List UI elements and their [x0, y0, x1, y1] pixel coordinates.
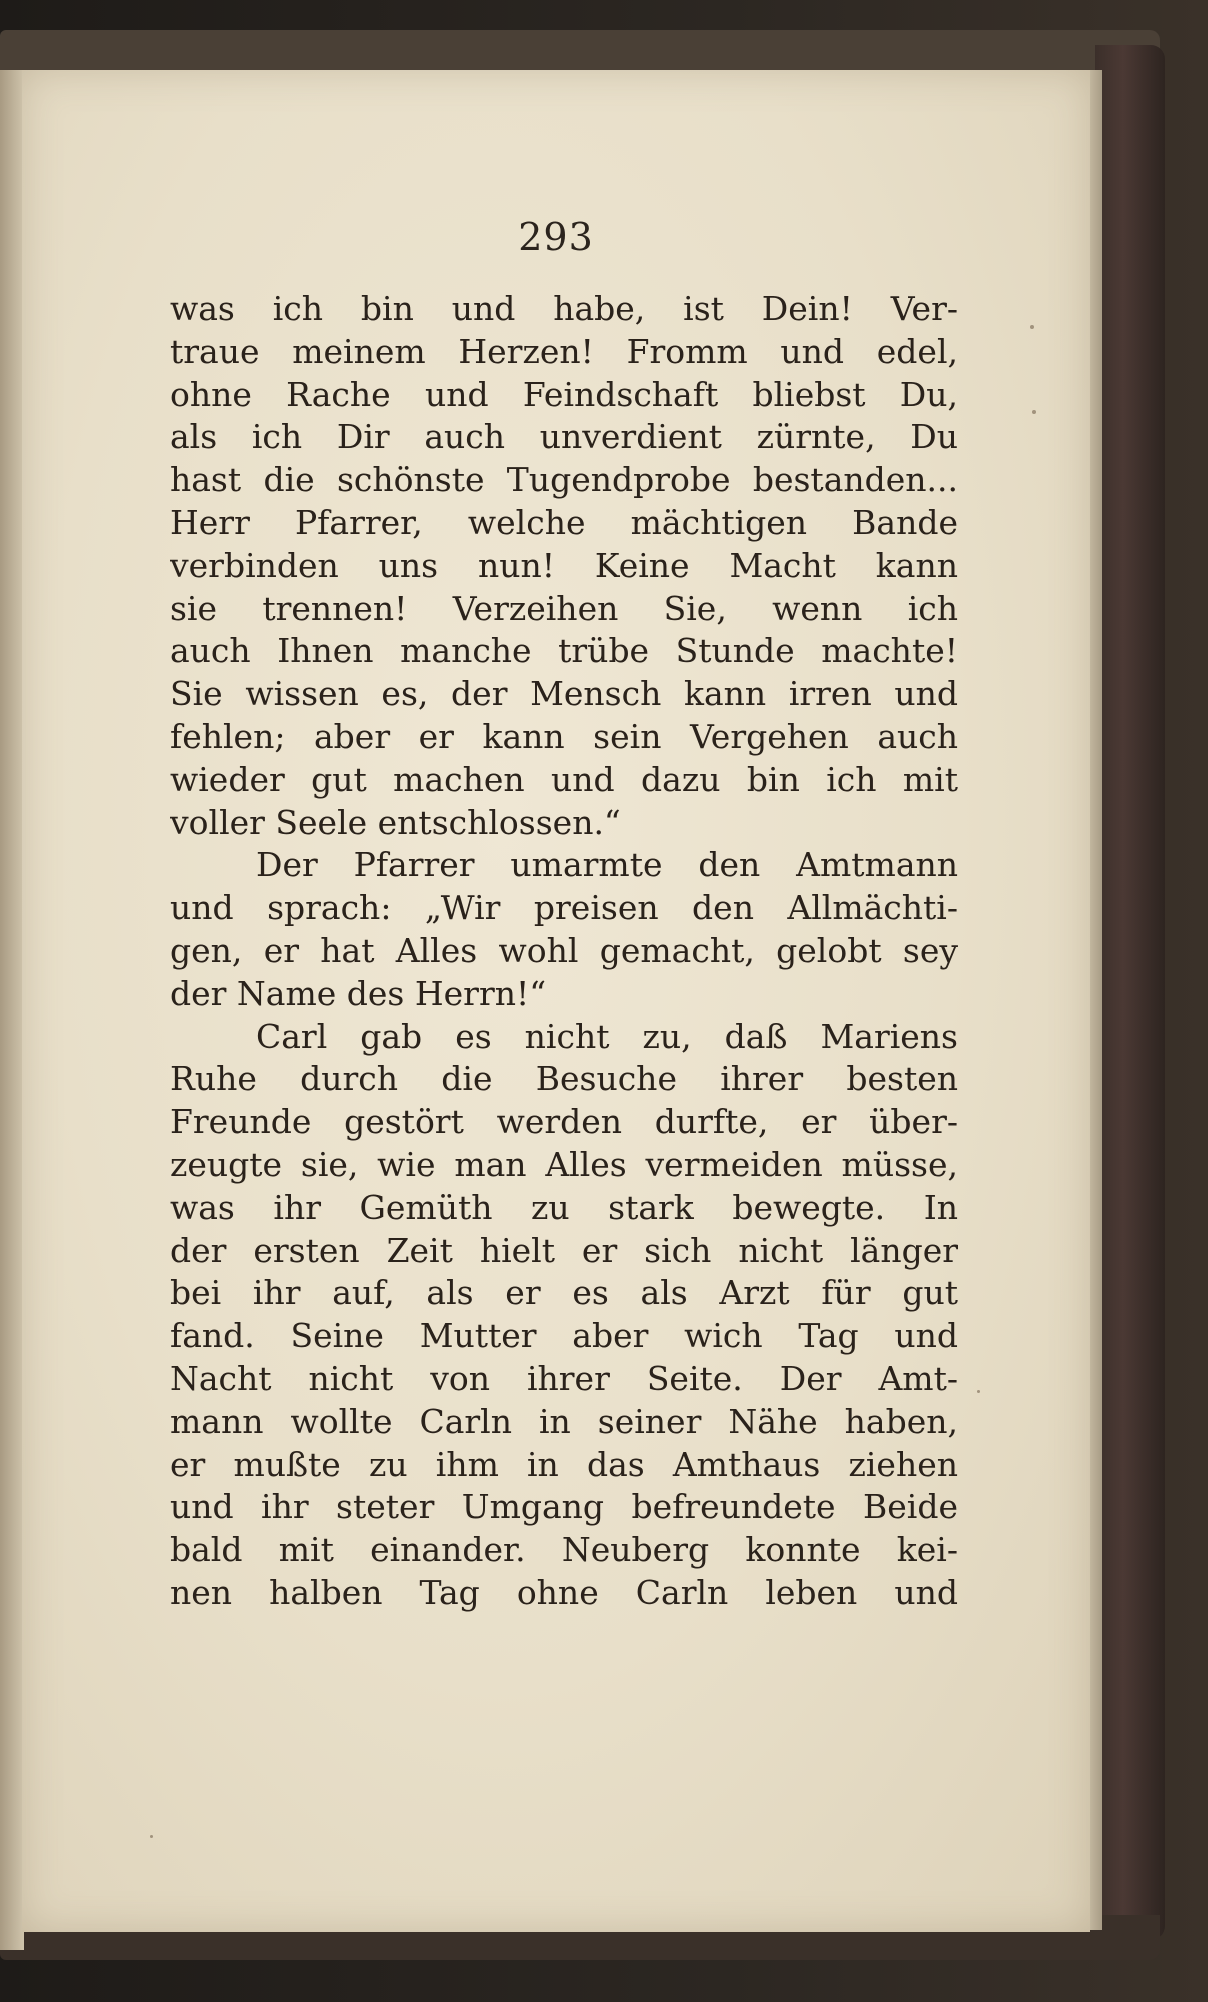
book-cover-top — [0, 30, 1160, 75]
text-line: Nacht nicht von ihrer Seite. Der Amt- — [170, 1358, 958, 1398]
text-line: zeugte sie, wie man Alles vermeiden müsse, — [170, 1144, 958, 1184]
text-line: Sie wissen es, der Mensch kann irren und — [170, 674, 958, 714]
book-page — [22, 70, 1090, 1932]
paper-speck — [1032, 410, 1036, 414]
text-line: wieder gut machen und dazu bin ich mit — [170, 759, 958, 799]
text-line: sie trennen! Verzeihen Sie, wenn ich — [170, 588, 958, 628]
text-line: Herr Pfarrer, welche mächtigen Bande — [170, 502, 958, 542]
previous-page-edge — [0, 70, 24, 1950]
text-line: fehlen; aber er kann sein Vergehen auch — [170, 716, 958, 756]
book-spine-edge — [1095, 45, 1165, 1940]
text-line: auch Ihnen manche trübe Stunde machte! — [170, 631, 958, 671]
paper-speck — [977, 1390, 980, 1393]
text-line: bald mit einander. Neuberg konnte kei- — [170, 1530, 958, 1570]
text-line: Freunde gestört werden durfte, er über- — [170, 1102, 958, 1142]
text-line: der ersten Zeit hielt er sich nicht länger — [170, 1230, 958, 1270]
text-line: was ich bin und habe, ist Dein! Ver- — [170, 289, 958, 328]
text-line: bei ihr auf, als er es als Arzt für gut — [170, 1273, 958, 1313]
text-line: und ihr steter Umgang befreundete Beide — [170, 1487, 958, 1527]
text-line: und sprach: „Wir preisen den Allmächti- — [170, 888, 958, 928]
text-line: was ihr Gemüth zu stark bewegte. In — [170, 1187, 958, 1227]
text-line: hast die schönste Tugendprobe bestanden... — [170, 460, 958, 500]
text-line: Ruhe durch die Besuche ihrer besten — [170, 1059, 958, 1099]
text-line: er mußte zu ihm in das Amthaus ziehen — [170, 1444, 958, 1484]
text-line: mann wollte Carln in seiner Nähe haben, — [170, 1401, 958, 1441]
text-line: als ich Dir auch unverdient zürnte, Du — [170, 417, 958, 457]
text-line: ohne Rache und Feindschaft bliebst Du, — [170, 374, 958, 414]
text-line: fand. Seine Mutter aber wich Tag und — [170, 1316, 958, 1356]
paper-speck — [1030, 325, 1034, 329]
paper-speck — [150, 1835, 153, 1838]
text-line: gen, er hat Alles wohl gemacht, gelobt sey — [170, 930, 958, 970]
text-line: verbinden uns nun! Keine Macht kann — [170, 545, 958, 585]
text-line: Der Pfarrer umarmte den Amtmann — [256, 845, 958, 885]
body-text — [170, 288, 958, 1615]
text-line: traue meinem Herzen! Fromm und edel, — [170, 331, 958, 371]
text-line: voller Seele entschlossen.“ — [170, 802, 621, 842]
text-line: der Name des Herrn!“ — [170, 973, 547, 1013]
text-line: Carl gab es nicht zu, daß Mariens — [256, 1016, 958, 1056]
page-number: 293 — [518, 215, 594, 259]
text-line: nen halben Tag ohne Carln leben und — [170, 1572, 958, 1612]
